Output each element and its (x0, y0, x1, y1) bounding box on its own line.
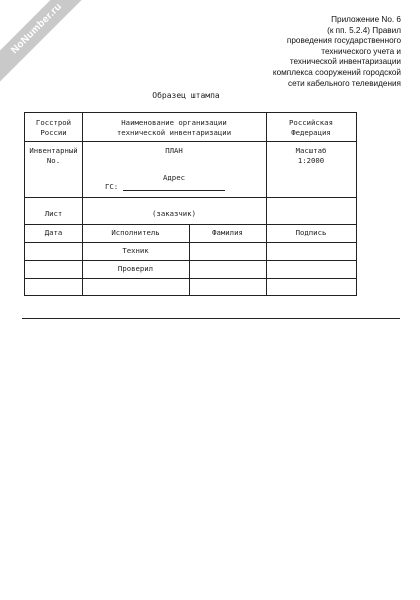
scale-value: 1:2000 (297, 156, 325, 165)
date-header: Дата (44, 228, 63, 237)
inventory-number-label: Инвентарный No. (29, 146, 78, 165)
technician-role: Техник (122, 246, 149, 255)
watermark-banner: NoNumber.ru (0, 0, 98, 90)
row-divider (25, 260, 356, 261)
address-label: Адрес (163, 173, 185, 182)
page-divider (22, 318, 400, 319)
plan-label: ПЛАН (165, 146, 183, 155)
row-divider (25, 278, 356, 279)
appendix-line: сети кабельного телевидения (288, 78, 401, 88)
stamp-table (24, 112, 357, 296)
appendix-line: комплекса сооружений городской (272, 67, 401, 77)
sheet-label: Лист (44, 209, 63, 218)
appendix-line: технической инвентаризации (289, 57, 401, 67)
col-divider (266, 113, 267, 295)
country-label: Российская Федерация (289, 118, 333, 137)
gs-blank-line (123, 190, 225, 191)
surname-header: Фамилия (212, 228, 243, 237)
checker-role: Проверил (117, 264, 154, 273)
signature-header: Подпись (295, 228, 327, 237)
executor-header: Исполнитель (111, 228, 160, 237)
gosstroy-label: Госстрой России (35, 118, 72, 137)
gs-label: ГС: (105, 182, 119, 191)
appendix-line: (к пп. 5.2.4) Правил (327, 25, 401, 35)
customer-label: (заказчик) (152, 209, 196, 218)
row-divider (25, 141, 356, 142)
scale-label: Масштаб (295, 146, 327, 155)
appendix-line: технического учета и (321, 46, 401, 56)
appendix-line: проведения государственного (286, 36, 401, 46)
appendix-line: Приложение No. 6 (331, 15, 401, 24)
row-divider (25, 197, 356, 198)
row-divider (25, 224, 356, 225)
row-divider (25, 242, 356, 243)
appendix-note (226, 15, 401, 89)
stamp-title: Образец штампа (152, 91, 220, 100)
organization-label: Наименование организации технической инвентаризации (116, 118, 232, 137)
